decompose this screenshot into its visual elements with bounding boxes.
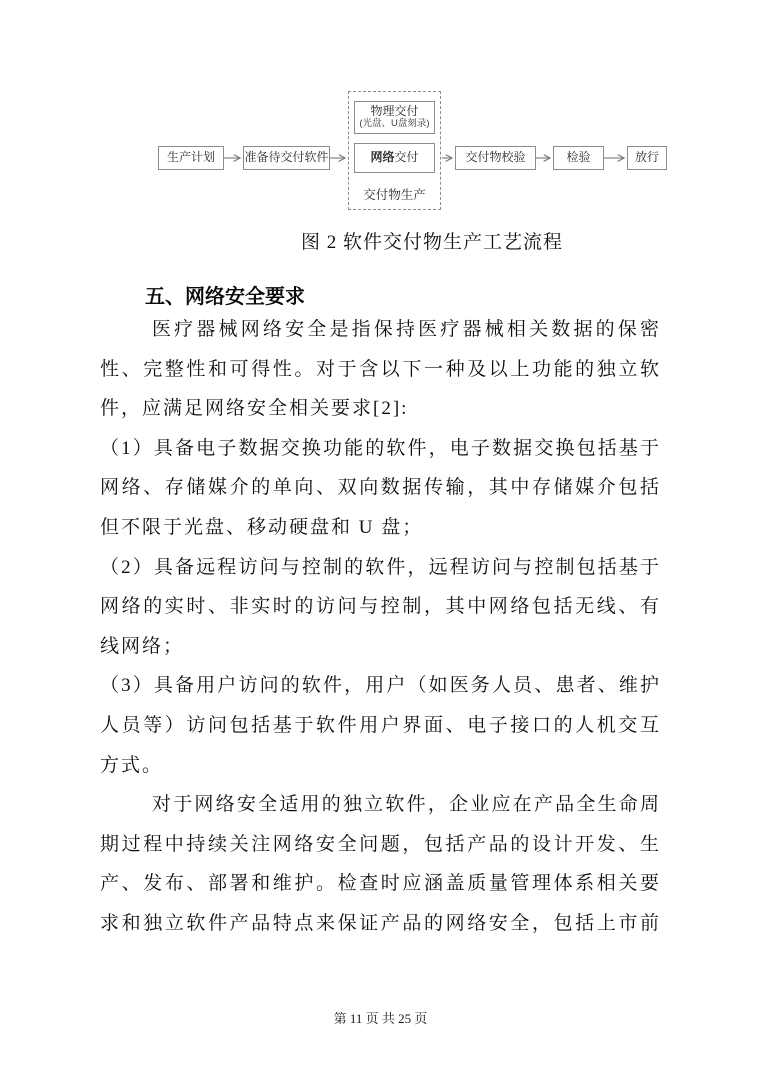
flow-box-inspection: 检验 (553, 146, 604, 170)
body-line: （3）具备用户访问的软件，用户（如医务人员、患者、维护 (100, 675, 661, 697)
body-line: 性、完整性和可得性。对于含以下一种及以上功能的独立软 (100, 358, 661, 380)
body-line: （2）具备远程访问与控制的软件，远程访问与控制包括基于 (100, 556, 661, 578)
physical-delivery-note: (光盘、U盘刻录) (359, 118, 430, 130)
flow-box-network-delivery (354, 143, 435, 173)
page-number: 第 11 页 共 25 页 (333, 1011, 428, 1026)
body-line: （1）具备电子数据交换功能的软件，电子数据交换包括基于 (100, 437, 661, 459)
body-line: 对于网络安全适用的独立软件，企业应在产品全生命周 (152, 794, 661, 816)
body-line: 期过程中持续关注网络安全问题，包括产品的设计开发、生 (100, 833, 661, 855)
body-line: 产、发布、部署和维护。检查时应涵盖质量管理体系相关要 (100, 873, 661, 895)
network-delivery-label-rest: 交付 (394, 150, 419, 165)
body-line: 网络的实时、非实时的访问与控制，其中网络包括无线、有 (100, 596, 661, 618)
figure-flowchart (0, 88, 761, 216)
section-content (100, 284, 661, 944)
flow-box-production-plan: 生产计划 (158, 146, 224, 170)
physical-delivery-label: 物理交付 (370, 104, 419, 119)
body-line: 医疗器械网络安全是指保持医疗器械相关数据的保密 (152, 319, 661, 340)
flow-box-release: 放行 (627, 146, 667, 170)
body-line: 方式。 (100, 754, 164, 776)
body-line: 网络、存储媒介的单向、双向数据传输，其中存储媒介包括 (100, 477, 661, 499)
flow-box-physical-delivery (354, 101, 435, 134)
body-line: 求和独立软件产品特点来保证产品的网络安全，包括上市前 (100, 912, 661, 934)
body-line: 件，应满足网络安全相关要求[2]: (100, 398, 409, 420)
body-line: 人员等）访问包括基于软件用户界面、电子接口的人机交互 (100, 714, 661, 736)
section-heading: 五、网络安全要求 (145, 286, 305, 308)
body-line: 线网络； (100, 635, 185, 657)
body-line: 但不限于光盘、移动硬盘和 U 盘； (100, 516, 424, 538)
network-delivery-label-bold: 网络 (370, 150, 395, 165)
figure-caption: 图 2 软件交付物生产工艺流程 (300, 232, 563, 253)
flow-group-label: 交付物生产 (363, 188, 426, 202)
flow-box-prepare-software: 准备待交付软件 (243, 146, 330, 170)
flow-box-deliverable-check: 交付物校验 (455, 146, 536, 170)
